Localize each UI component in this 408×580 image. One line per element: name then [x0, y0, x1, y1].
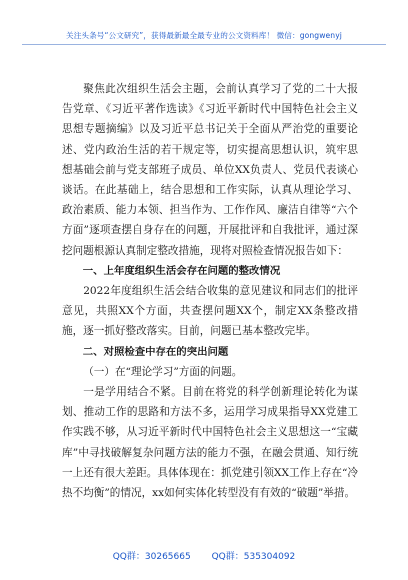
intro-paragraph: 聚焦此次组织生活会主题，会前认真学习了党的二十大报告党章、《习近平著作选读》《习近平新时代中国特色社会主义思想专题摘编》以及习近平总书记关于全面从严治党的重要论述、党内政治生活的若干规定等，切实提高思想认识，筑牢思想基础会前与党支部班子成员、单位XX负责人、党员代表谈心谈话。在此基础上，结合思想和工作实际，认真从理论学习、政治素质、能力本领、担当作为、工作作风、廉洁自律等“六个方面”逐项查摆自身存在的问题，开展批评和自我批评，通过深挖问题根源认真制定整改措施，现将对照检查情况报告如下： — [62, 83, 358, 257]
document-body — [62, 79, 358, 503]
footer-contacts — [0, 549, 408, 562]
section-1-paragraph: 2022年度组织生活会结合收集的意见建议和同志们的批评意见，共照XX个方面，共查摆问题XX个，制定XX条整改措施，逐一抓好整改落实。目前，问题已基本整改完毕。 — [62, 285, 358, 338]
footer-qq-group-1: QQ群：30265665 — [112, 552, 191, 562]
subsection-heading-1: （一）在“理论学习”方面的问题。 — [83, 365, 243, 378]
section-heading-2: 二、对照检查中存在的突出问题 — [82, 345, 229, 358]
header-divider — [22, 44, 386, 45]
section-heading-1: 一、上年度组织生活会存在问题的整改情况 — [82, 264, 281, 277]
header-notice: 关注头条号“公文研究”，获得最新最全最专业的公文资料库！ 微信：gongwenyj — [66, 31, 342, 40]
footer-qq-group-2: QQ群：535304092 — [211, 552, 296, 562]
section-2-paragraph: 一是学用结合不紧。目前在将党的科学创新理论转化为谋划、推动工作的思路和方法不多，运用学习成果指导XX党建工作实践不够，从习近平新时代中国特色社会主义思想这一“宝藏库”中寻找破解复杂问题方法的能力不强，在融会贯通、知行统一上还有很大差距。具体体现在：抓党建引领XX工作上存在“冷热不均衡”的情况，xx如何实体化转型没有有效的“破题”举措。 — [62, 386, 358, 500]
